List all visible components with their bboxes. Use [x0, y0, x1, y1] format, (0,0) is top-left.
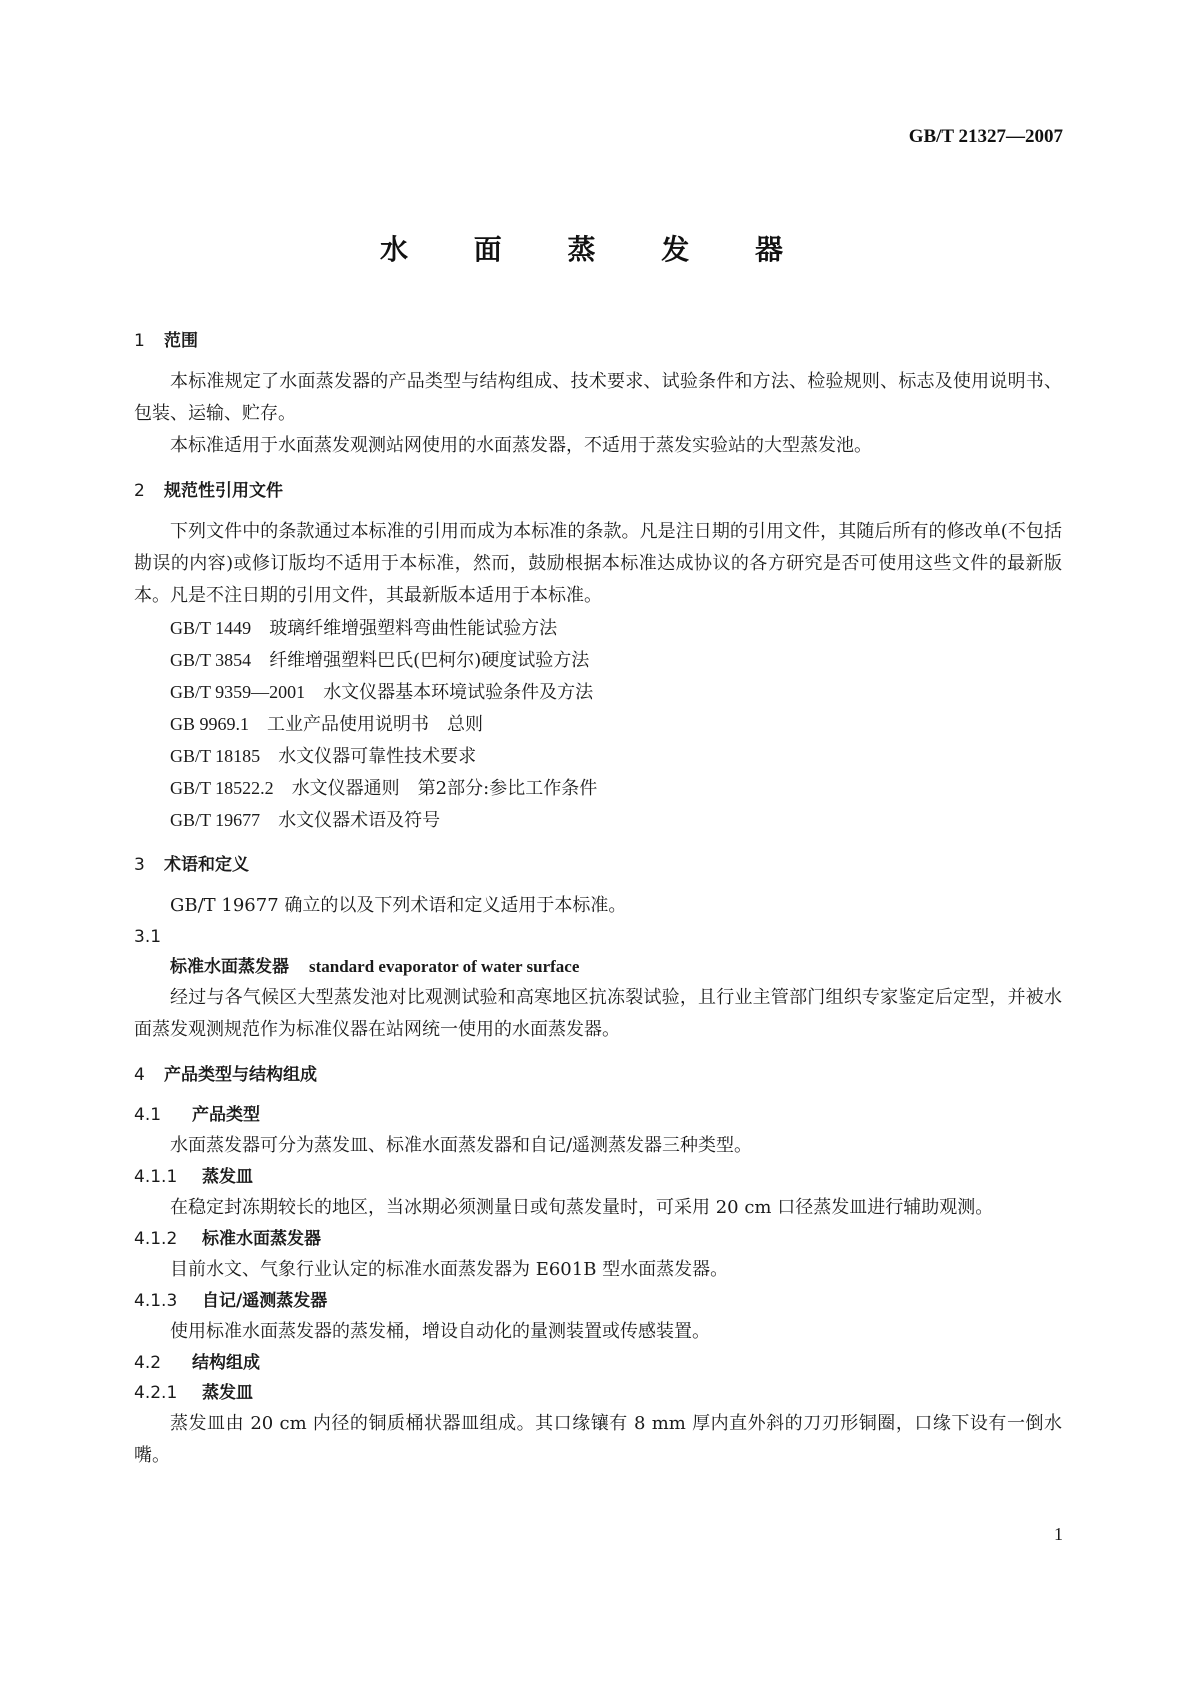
subsection-title: 自记/遥测蒸发器	[202, 1291, 328, 1311]
page-number: 1	[1054, 1524, 1063, 1544]
section-title: 规范性引用文件	[164, 481, 283, 501]
term-english: standard evaporator of water surface	[309, 957, 580, 976]
reference-item	[134, 612, 1062, 644]
subsection-title: 蒸发皿	[202, 1383, 253, 1403]
paragraph: 目前水文、气象行业认定的标准水面蒸发器为 E601B 型水面蒸发器。	[170, 1259, 729, 1280]
reference-code: GB/T 1449	[170, 618, 252, 638]
section-2-heading	[134, 476, 1062, 506]
subsection-heading	[134, 1100, 1062, 1130]
paragraph: 在稳定封冻期较长的地区，当冰期必须测量日或旬蒸发量时，可采用 20 cm 口径蒸发皿进行辅助观测。	[170, 1197, 994, 1218]
reference-code: GB/T 18522.2	[170, 778, 274, 798]
reference-code: GB 9969.1	[170, 714, 250, 734]
document-body	[134, 326, 1062, 1472]
reference-title: 工业产品使用说明书 总则	[267, 714, 484, 735]
subsection-number: 4.1.1	[134, 1167, 178, 1187]
term-definition: 经过与各气候区大型蒸发池对比观测试验和高寒地区抗冻裂试验，且行业主管部门组织专家鉴定后定型，并被水面蒸发观测规范作为标准仪器在站网统一使用的水面蒸发器。	[134, 987, 1062, 1040]
reference-title: 水文仪器术语及符号	[278, 810, 441, 831]
term-entry	[134, 952, 1062, 982]
subsection-title: 标准水面蒸发器	[202, 1229, 321, 1249]
reference-title: 纤维增强塑料巴氏(巴柯尔)硬度试验方法	[269, 650, 590, 671]
section-1-heading	[134, 326, 1062, 356]
paragraph: 蒸发皿由 20 cm 内径的铜质桶状器皿组成。其口缘镶有 8 mm 厚内直外斜的刀刃形铜圈，口缘下设有一倒水嘴。	[134, 1413, 1062, 1466]
section-title: 术语和定义	[164, 855, 249, 875]
section-number: 1	[134, 331, 145, 351]
paragraph: 本标准规定了水面蒸发器的产品类型与结构组成、技术要求、试验条件和方法、检验规则、标志及使用说明书、包装、运输、贮存。	[134, 371, 1062, 424]
paragraph: 本标准适用于水面蒸发观测站网使用的水面蒸发器，不适用于蒸发实验站的大型蒸发池。	[170, 435, 872, 456]
subsection-number: 4.2	[134, 1353, 162, 1373]
reference-item	[134, 644, 1062, 676]
reference-code: GB/T 3854	[170, 650, 252, 670]
document-title: 水 面 蒸 发 器	[380, 233, 811, 266]
subsection-heading	[134, 1348, 1062, 1378]
reference-code: GB/T 9359—2001	[170, 682, 306, 702]
paragraph: 使用标准水面蒸发器的蒸发桶，增设自动化的量测装置或传感装置。	[170, 1321, 710, 1342]
section-title: 范围	[164, 331, 198, 351]
section-3-heading	[134, 850, 1062, 880]
subsection-title: 产品类型	[192, 1105, 260, 1125]
reference-code: GB/T 18185	[170, 746, 261, 766]
reference-item	[134, 676, 1062, 708]
subsection-heading	[134, 1378, 1062, 1408]
subsection-title: 蒸发皿	[202, 1167, 253, 1187]
reference-title: 水文仪器可靠性技术要求	[278, 746, 477, 767]
section-title: 产品类型与结构组成	[164, 1065, 317, 1085]
subsection-number: 4.1	[134, 1105, 162, 1125]
reference-title: 玻璃纤维增强塑料弯曲性能试验方法	[269, 618, 558, 639]
paragraph: 下列文件中的条款通过本标准的引用而成为本标准的条款。凡是注日期的引用文件，其随后所有的修改单(不包括勘误的内容)或修订版均不适用于本标准，然而，鼓励根据本标准达成协议的各方研究是否可使用这些文件的最新版本。凡是不注日期的引用文件，其最新版本适用于本标准。	[134, 521, 1062, 606]
reference-item	[134, 804, 1062, 836]
section-number: 3	[134, 855, 145, 875]
reference-title: 水文仪器基本环境试验条件及方法	[323, 682, 594, 703]
section-number: 4	[134, 1065, 145, 1085]
subsection-number: 4.1.2	[134, 1229, 178, 1249]
term-chinese: 标准水面蒸发器	[170, 957, 289, 977]
paragraph: 水面蒸发器可分为蒸发皿、标准水面蒸发器和自记/遥测蒸发器三种类型。	[170, 1135, 753, 1156]
reference-item	[134, 708, 1062, 740]
reference-list	[134, 612, 1062, 836]
subsection-title: 结构组成	[192, 1353, 260, 1373]
term-number: 3.1	[134, 927, 162, 947]
subsection-heading	[134, 1162, 1062, 1192]
standard-number: GB/T 21327—2007	[908, 126, 1063, 147]
paragraph: GB/T 19677 确立的以及下列术语和定义适用于本标准。	[170, 895, 627, 916]
reference-item	[134, 740, 1062, 772]
section-number: 2	[134, 481, 145, 501]
reference-title: 水文仪器通则 第2部分:参比工作条件	[291, 778, 598, 799]
subsection-heading	[134, 1224, 1062, 1254]
subsection-number: 4.1.3	[134, 1291, 178, 1311]
section-4-heading	[134, 1060, 1062, 1090]
subsection-heading	[134, 1286, 1062, 1316]
reference-code: GB/T 19677	[170, 810, 261, 830]
subsection-number: 4.2.1	[134, 1383, 178, 1403]
reference-item	[134, 772, 1062, 804]
